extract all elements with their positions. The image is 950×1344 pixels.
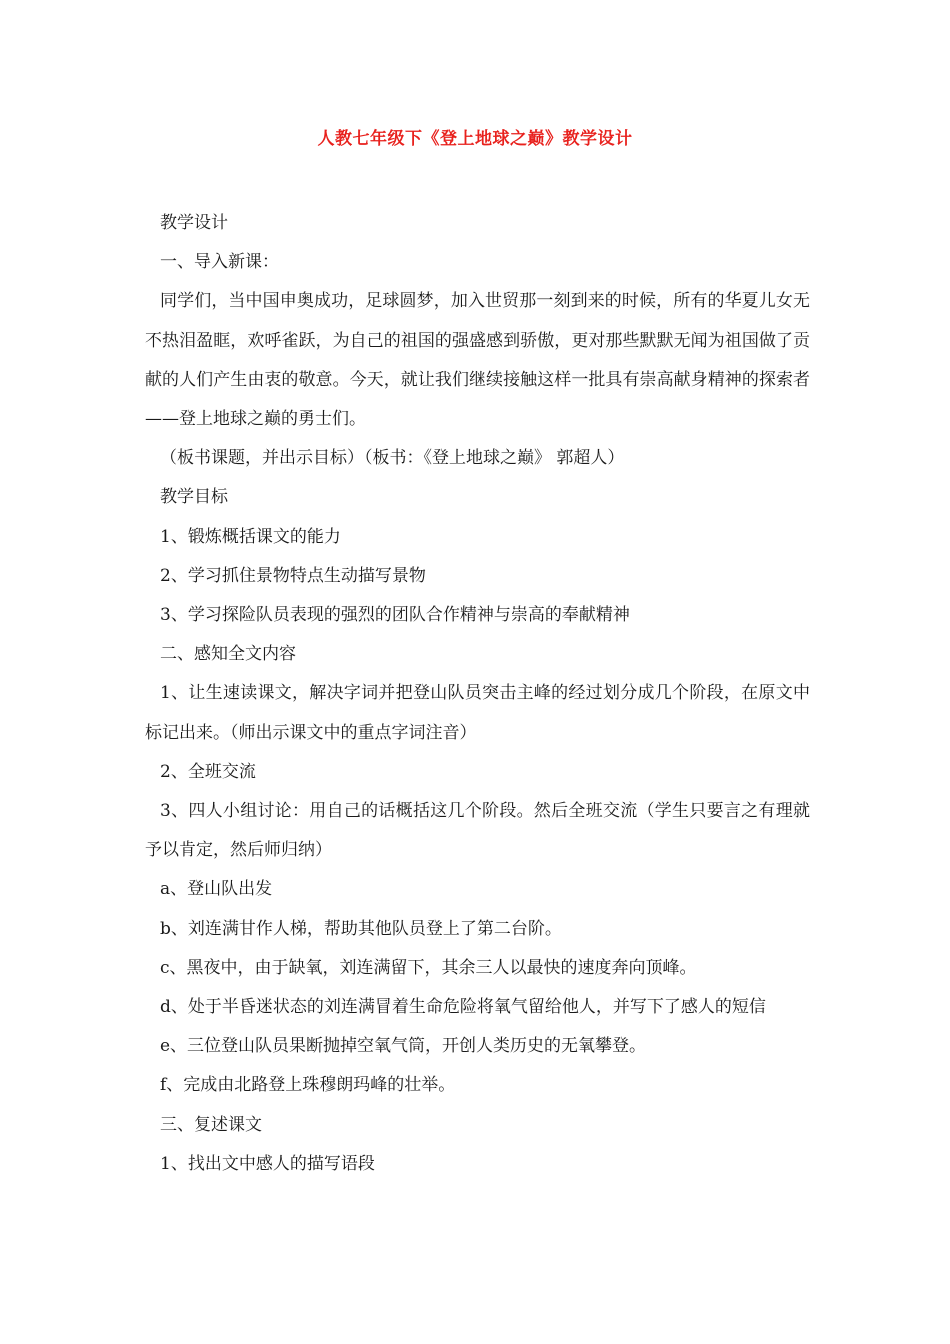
stage-item-b: b、刘连满甘作人梯，帮助其他队员登上了第二台阶。: [160, 918, 562, 939]
stage-item-d: d、处于半昏迷状态的刘连满冒着生命危险将氧气留给他人，并写下了感人的短信: [160, 997, 766, 1018]
document-title: 人教七年级下《登上地球之巅》教学设计: [317, 129, 633, 149]
stage-item-c: c、黑夜中，由于缺氧，刘连满留下，其余三人以最快的速度奔向顶峰。: [160, 957, 697, 978]
stage-item-e: e、三位登山队员果断抛掉空氧气筒，开创人类历史的无氧攀登。: [160, 1036, 647, 1057]
paragraph-heading-teaching-design: 教学设计: [160, 213, 228, 233]
step-item-3: 3、四人小组讨论：用自己的话概括这几个阶段。然后全班交流（学生只要言之有理就予以肯定，然后师归纳）: [145, 801, 810, 861]
section-heading-retell: 三、复述课文: [160, 1114, 262, 1135]
section-heading-introduction: 一、导入新课：: [160, 252, 279, 273]
section-heading-teaching-goals: 教学目标: [160, 487, 228, 508]
document-body: [145, 204, 810, 1184]
stage-item-f: f、完成由北路登上珠穆朗玛峰的壮举。: [160, 1075, 456, 1096]
goal-item-1: 1、锻炼概括课文的能力: [160, 526, 341, 547]
step-item-1: 1、让生速读课文，解决字词并把登山队员突击主峰的经过划分成几个阶段，在原文中标记出来。（师出示课文中的重点字词注音）: [145, 683, 810, 743]
stage-item-a: a、登山队出发: [160, 879, 273, 900]
goal-item-2: 2、学习抓住景物特点生动描写景物: [160, 565, 426, 586]
goal-item-3: 3、学习探险队员表现的强烈的团队合作精神与崇高的奉献精神: [160, 605, 630, 626]
step-item-2: 2、全班交流: [160, 761, 256, 782]
retell-item-1: 1、找出文中感人的描写语段: [160, 1153, 375, 1174]
paragraph-board-note: （板书课题，并出示目标）（板书：《登上地球之巅》 郭超人）: [160, 448, 625, 469]
section-heading-perceive-text: 二、感知全文内容: [160, 644, 296, 665]
paragraph-introduction-text: 同学们，当中国申奥成功，足球圆梦，加入世贸那一刻到来的时候，所有的华夏儿女无不热泪盈眶，欢呼雀跃，为自己的祖国的强盛感到骄傲，更对那些默默无闻为祖国做了贡献的人们产生由衷的敬意。今天，就让我们继续接触这样一批具有崇高献身精神的探索者——登上地球之巅的勇士们。: [145, 291, 810, 430]
